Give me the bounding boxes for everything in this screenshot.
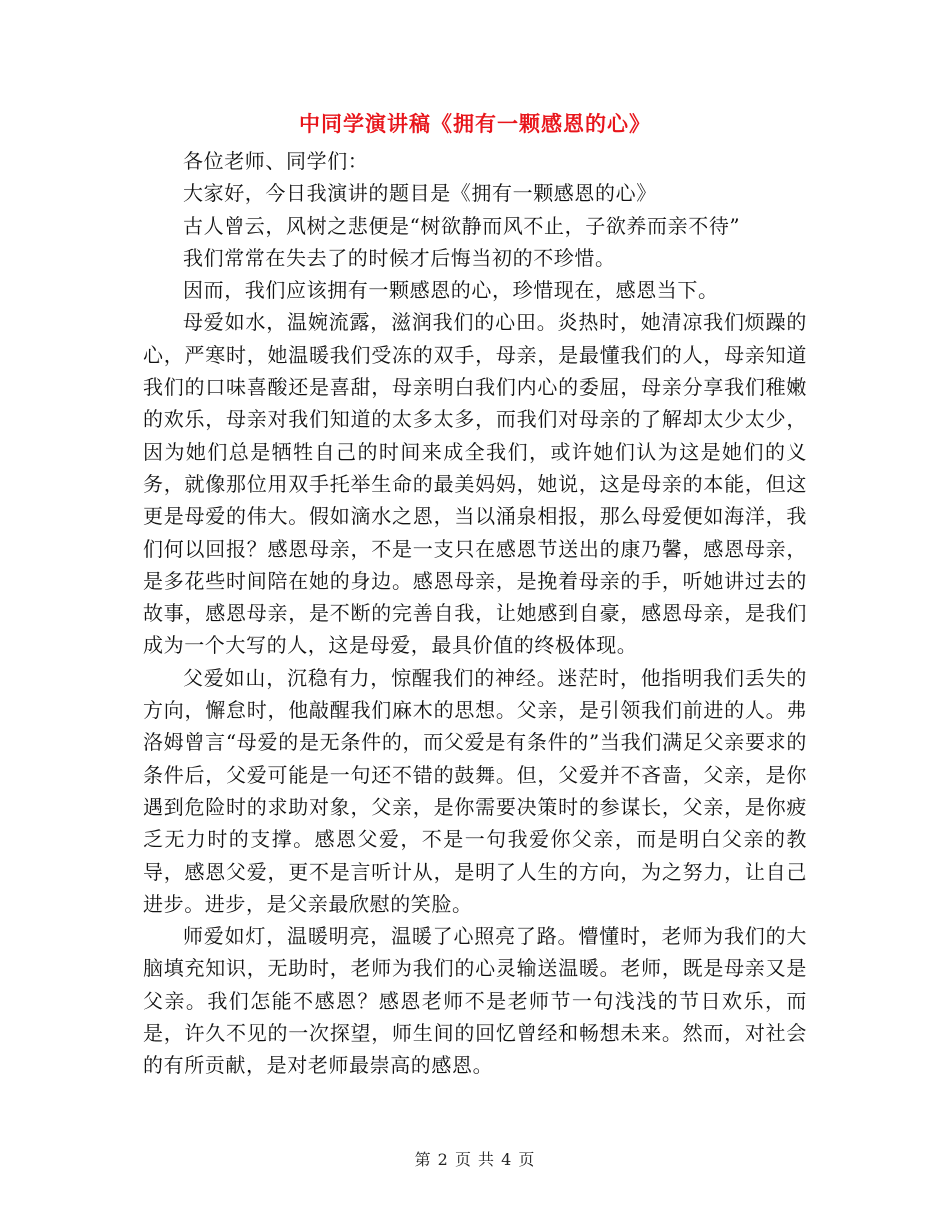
paragraph-quote: 古人曾云，风树之悲便是“树欲静而风不止，子欲养而亲不待” [183, 213, 741, 238]
page-number: 第 2 页 共 4 页 [414, 1150, 536, 1169]
paragraph-mother: 母爱如水，温婉流露，滋润我们的心田。炎热时，她清凉我们烦躁的心，严寒时，她温暖我们受冻的双手，母亲，是最懂我们的人，母亲知道我们的口味喜酸还是喜甜，母亲明白我们内心的委屈，母亲分享我们稚嫩的欢乐，母亲对我们知道的太多太多，而我们对母亲的了解却太少太少，因为她们总是牺牲自己的时间来成全我们，或许她们认为这是她们的义务，就像那位用双手托举生命的最美妈妈，她说，这是母亲的本能，但这更是母爱的伟大。假如滴水之恩，当以涌泉相报，那么母爱便如海洋，我们何以回报？感恩母亲，不是一支只在感恩节送出的康乃馨，感恩母亲，是多花些时间陪在她的身边。感恩母亲，是挽着母亲的手，听她讲过去的故事，感恩母亲，是不断的完善自我，让她感到自豪，感恩母亲，是我们成为一个大写的人，这是母爱，最具价值的终极体现。 [143, 310, 807, 658]
paragraph-father: 父爱如山，沉稳有力，惊醒我们的神经。迷茫时，他指明我们丢失的方向，懈怠时，他敲醒我们麻木的思想。父亲，是引领我们前进的人。弗洛姆曾言“母爱的是无条件的，而父爱是有条件的”当我们满足父亲要求的条件后，父爱可能是一句还不错的鼓舞。但，父爱并不吝啬，父亲，是你遇到危险时的求助对象，父亲，是你需要决策时的参谋长，父亲，是你疲乏无力时的支撑。感恩父爱，不是一句我爱你父亲，而是明白父亲的教导，感恩父爱，更不是言听计从，是明了人生的方向，为之努力，让自己进步。进步，是父亲最欣慰的笑脸。 [143, 665, 807, 916]
paragraph-greeting: 各位老师、同学们： [183, 149, 369, 173]
document-title: 中同学演讲稿《拥有一颗感恩的心》 [299, 111, 651, 136]
paragraph-thesis: 因而，我们应该拥有一颗感恩的心，珍惜现在，感恩当下。 [183, 278, 719, 303]
paragraph-teacher: 师爱如灯，温暖明亮，温暖了心照亮了路。懵懂时，老师为我们的大脑填充知识，无助时，老师为我们的心灵输送温暖。老师，既是母亲又是父亲。我们怎能不感恩？感恩老师不是老师节一句浅浅的节日欢乐，而是，许久不见的一次探望，师生间的回忆曾经和畅想未来。然而，对社会的有所贡献，是对老师最崇高的感恩。 [143, 924, 807, 1078]
paragraph-intro: 大家好，今日我演讲的题目是《拥有一颗感恩的心》 [183, 181, 657, 206]
page-footer [0, 1147, 950, 1170]
document-body [143, 145, 807, 1082]
paragraph-regret: 我们常常在失去了的时候才后悔当初的不珍惜。 [183, 245, 616, 270]
